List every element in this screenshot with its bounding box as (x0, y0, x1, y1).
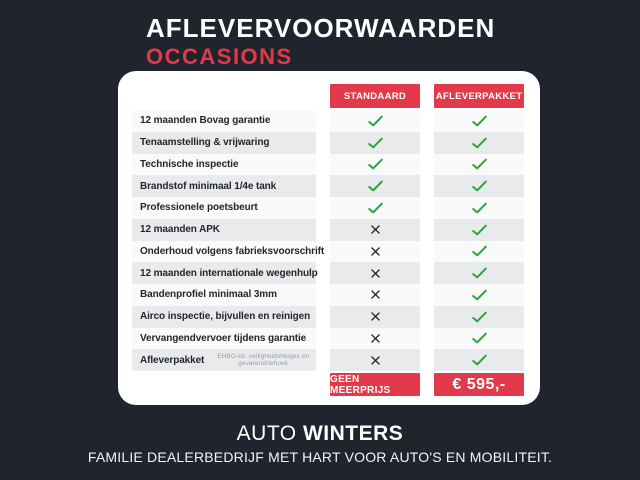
column-gutter (316, 284, 330, 306)
table-row (132, 328, 524, 350)
check-icon (472, 180, 487, 192)
cell-afleverpakket (434, 197, 524, 219)
price-badge-afleverpakket: € 595,- (434, 373, 524, 396)
check-icon (368, 115, 383, 127)
table-row (132, 241, 524, 263)
brand-name-regular: AUTO (236, 422, 297, 445)
column-gutter (316, 349, 330, 371)
row-label: Professionele poetsbeurt (140, 202, 258, 214)
row-note: EHBO-kit, veiligheidshesjes en gevarendriehoek (217, 352, 310, 368)
row-label: Afleverpakket (140, 354, 205, 366)
cell-afleverpakket (434, 262, 524, 284)
column-gutter (316, 262, 330, 284)
row-label-cell (132, 175, 316, 197)
cross-icon (371, 312, 380, 321)
cell-standaard (330, 328, 420, 350)
cell-standaard (330, 197, 420, 219)
column-gutter (420, 175, 434, 197)
table-row (132, 219, 524, 241)
column-gutter (420, 110, 434, 132)
row-label: Brandstof minimaal 1/4e tank (140, 180, 277, 192)
cell-standaard (330, 154, 420, 176)
row-label: 12 maanden internationale wegenhulp (140, 267, 318, 279)
check-icon (368, 137, 383, 149)
column-gutter (420, 284, 434, 306)
cell-afleverpakket (434, 284, 524, 306)
check-icon (368, 202, 383, 214)
column-gutter (316, 306, 330, 328)
cell-afleverpakket (434, 349, 524, 371)
column-gutter (420, 349, 434, 371)
column-header-standaard: STANDAARD (330, 84, 420, 108)
row-label-cell (132, 110, 316, 132)
cell-standaard (330, 110, 420, 132)
column-gutter (316, 110, 330, 132)
cell-afleverpakket (434, 154, 524, 176)
page-subtitle: OCCASIONS (146, 44, 293, 69)
cell-afleverpakket (434, 328, 524, 350)
row-label: Technische inspectie (140, 158, 239, 170)
check-icon (472, 158, 487, 170)
column-gutter (420, 241, 434, 263)
row-label: 12 maanden APK (140, 224, 220, 236)
table-row (132, 132, 524, 154)
cross-icon (371, 334, 380, 343)
row-label-cell (132, 306, 316, 328)
column-gutter (316, 241, 330, 263)
column-gutter (420, 197, 434, 219)
table-row (132, 197, 524, 219)
row-label: Onderhoud volgens fabrieksvoorschrift (140, 245, 325, 257)
cell-standaard (330, 219, 420, 241)
column-gutter (316, 154, 330, 176)
check-icon (368, 158, 383, 170)
cross-icon (371, 290, 380, 299)
cell-standaard (330, 175, 420, 197)
table-rows (132, 110, 524, 371)
cell-afleverpakket (434, 175, 524, 197)
row-label: Vervangendvervoer tijdens garantie (140, 332, 307, 344)
column-gutter (420, 132, 434, 154)
column-gutter (316, 197, 330, 219)
row-label-cell (132, 328, 316, 350)
column-gutter (316, 175, 330, 197)
cell-afleverpakket (434, 110, 524, 132)
check-icon (368, 180, 383, 192)
page-header (146, 13, 495, 69)
cell-afleverpakket (434, 219, 524, 241)
column-gutter (420, 219, 434, 241)
cell-afleverpakket (434, 241, 524, 263)
check-icon (472, 202, 487, 214)
row-label-cell (132, 197, 316, 219)
page-title: AFLEVERVOORWAARDEN (146, 13, 496, 43)
price-badge-standaard: GEEN MEERPRIJS (330, 373, 420, 396)
row-label: Airco inspectie, bijvullen en reinigen (140, 311, 311, 323)
cell-standaard (330, 262, 420, 284)
column-gutter (420, 328, 434, 350)
cell-standaard (330, 241, 420, 263)
column-gutter (316, 132, 330, 154)
check-icon (472, 289, 487, 301)
row-label: Bandenprofiel minimaal 3mm (140, 289, 277, 301)
table-row (132, 110, 524, 132)
row-label-cell (132, 219, 316, 241)
row-label: 12 maanden Bovag garantie (140, 115, 271, 127)
comparison-card (118, 71, 540, 405)
table-row (132, 306, 524, 328)
column-gutter (420, 306, 434, 328)
table-row (132, 262, 524, 284)
cross-icon (371, 269, 380, 278)
check-icon (472, 354, 487, 366)
cross-icon (371, 225, 380, 234)
column-gutter (316, 219, 330, 241)
check-icon (472, 332, 487, 344)
row-label: Tenaamstelling & vrijwaring (140, 137, 270, 149)
table-row (132, 154, 524, 176)
column-header-afleverpakket: AFLEVERPAKKET (434, 84, 524, 108)
table-row (132, 349, 524, 371)
check-icon (472, 267, 487, 279)
column-gutter (420, 262, 434, 284)
cross-icon (371, 356, 380, 365)
check-icon (472, 137, 487, 149)
check-icon (472, 245, 487, 257)
cell-afleverpakket (434, 306, 524, 328)
cross-icon (371, 247, 380, 256)
check-icon (472, 311, 487, 323)
column-gutter (316, 328, 330, 350)
cell-standaard (330, 349, 420, 371)
cell-standaard (330, 132, 420, 154)
row-label-cell (132, 241, 325, 263)
table-row (132, 284, 524, 306)
check-icon (472, 224, 487, 236)
brand-name-bold: WINTERS (302, 422, 404, 445)
row-label-cell (132, 262, 316, 284)
column-gutter (420, 154, 434, 176)
cell-standaard (330, 306, 420, 328)
check-icon (472, 115, 487, 127)
cell-afleverpakket (434, 132, 524, 154)
row-label-cell (132, 284, 316, 306)
page-footer (0, 421, 640, 466)
row-label-cell (132, 132, 316, 154)
table-row (132, 175, 524, 197)
row-label-cell (132, 349, 316, 371)
row-label-cell (132, 154, 316, 176)
brand-tagline: FAMILIE DEALERBEDRIJF MET HART VOOR AUTO'S EN MOBILITEIT. (87, 449, 553, 465)
cell-standaard (330, 284, 420, 306)
brand-name (0, 421, 640, 447)
